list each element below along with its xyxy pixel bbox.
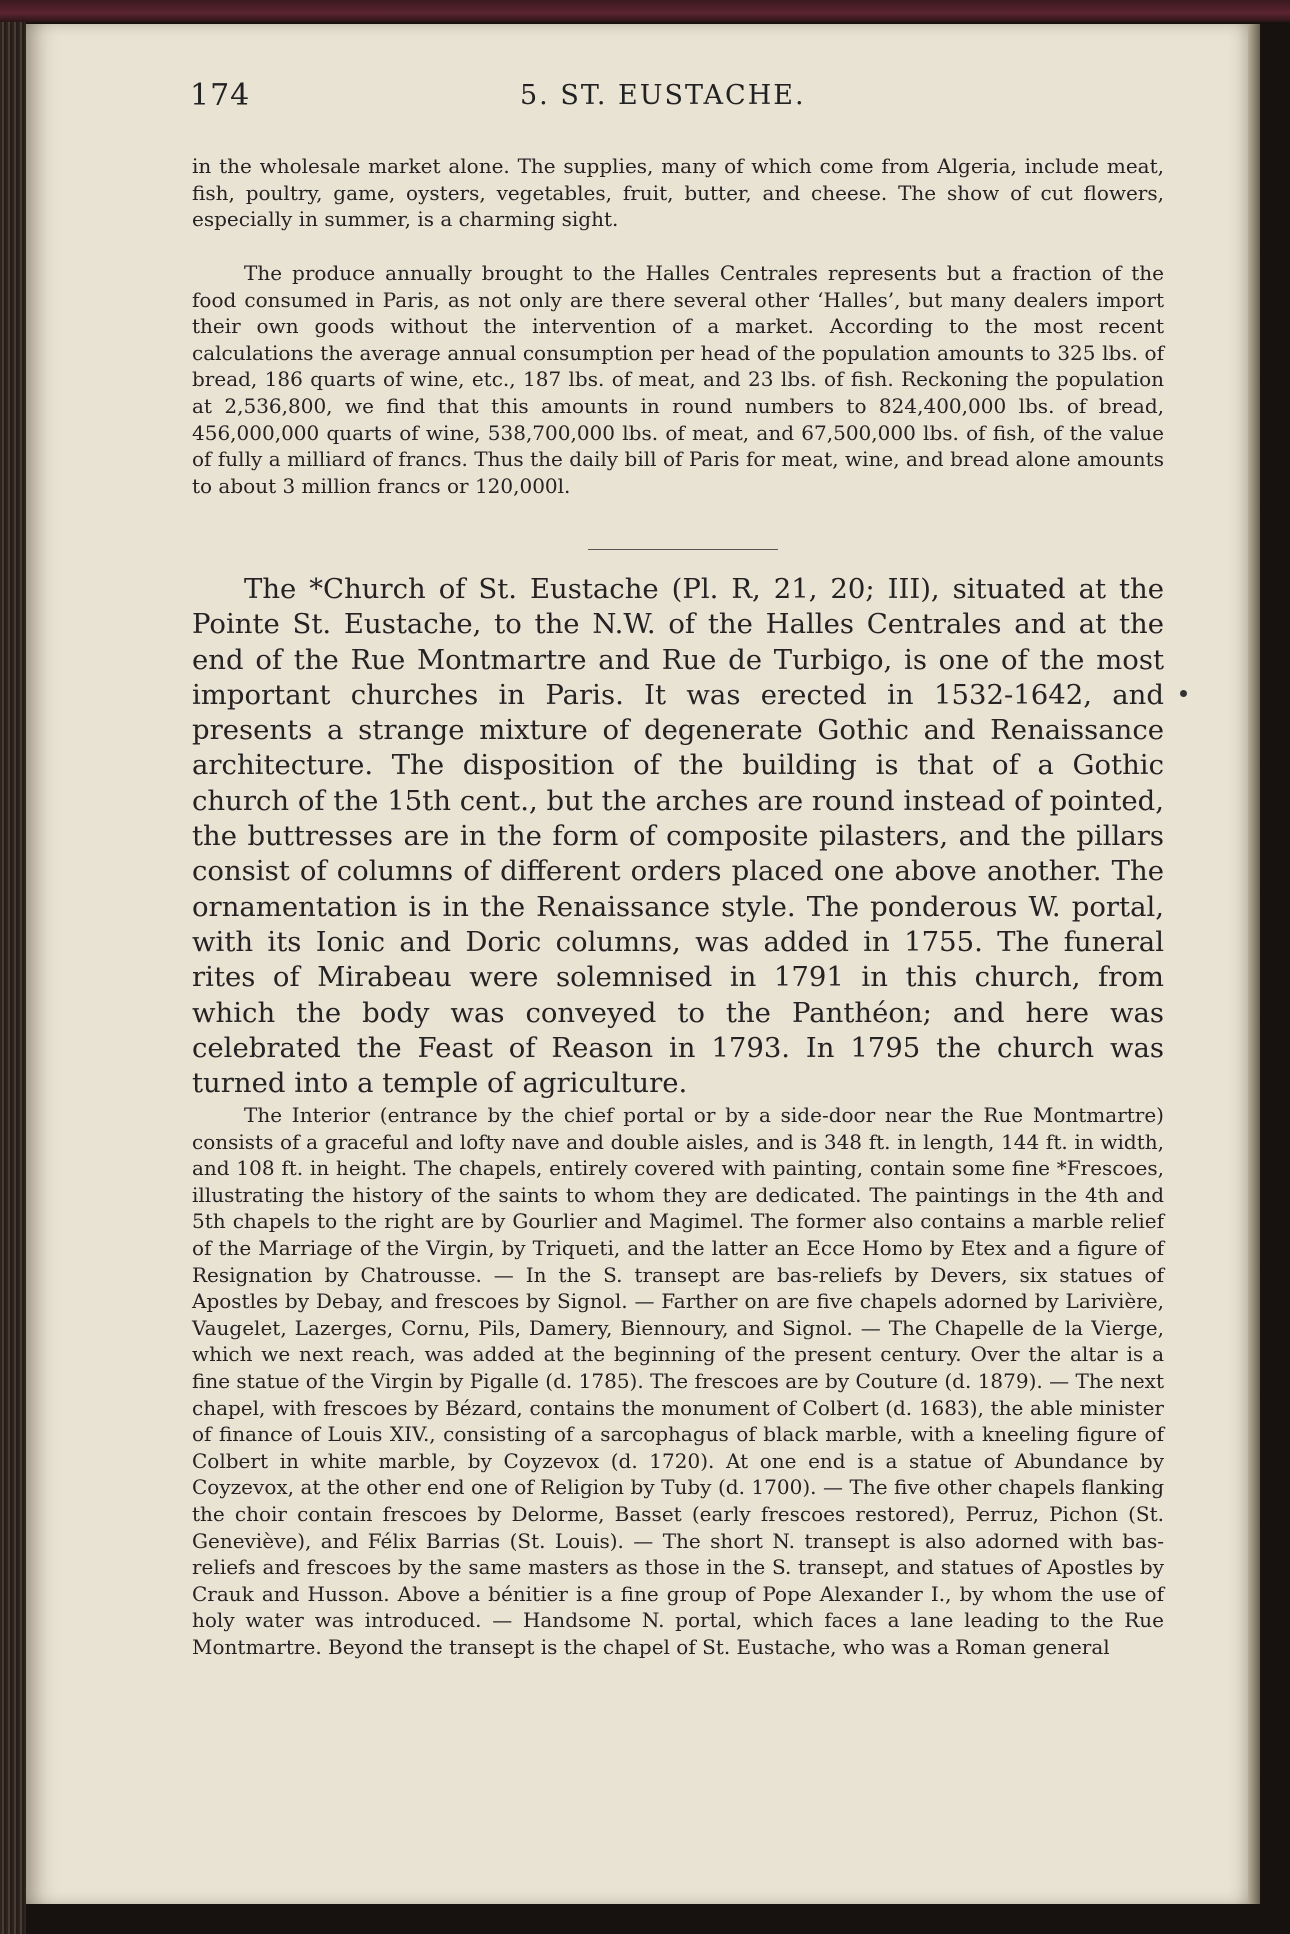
paragraph-interior: The Interior (entrance by the chief portal or by a side-door near the Rue Montmartre) consists of a graceful and lofty nave and double aisles, and is 348 ft. in length, 144 ft. in width, and 108 ft. in height. The chapels, entirely covered with painting, contain some fine *Frescoes, illustrating the history of the saints to whom they are dedicated. The paintings in the 4th and 5th chapels to the right are by Gourlier and Magimel. The former also contains a marble relief of the Marriage of the Virgin, by Triqueti, and the latter an Ecce Homo by Etex and a figure of Resignation by Chatrousse. — In the S. transept are bas-reliefs by Devers, six statues of Apostles by Debay, and frescoes by Signol. — Farther on are five chapels adorned by Larivière, Vaugelet, Lazerges, Cornu, Pils, Damery, Biennoury, and Signol. — The Chapelle de la Vierge, which we next reach, was added at the beginning of the present century. Over the altar is a fine statue of the Virgin by Pigalle (d. 1785). The frescoes are by Couture (d. 1879). — The next chapel, with frescoes by Bézard, contains the monument of Colbert (d. 1683), the able minister of finance of Louis XIV., consisting of a sarcophagus of black marble, with a kneeling figure of Colbert in white marble, by Coyzevox (d. 1720). At one end is a statue of Abundance by Coyzevox, at the other end one of Religion by Tuby (d. 1700). — The five other chapels flanking the choir contain frescoes by Delorme, Basset (early frescoes restored), Perruz, Pichon (St. Geneviève), and Félix Barrias (St. Louis). — The short N. transept is also adorned with bas-reliefs and frescoes by the same masters as those in the S. transept, and statues of Apostles by Crauk and Husson. Above a bénitier is a fine group of Pope Alexander I., by whom the use of holy water was introduced. — Handsome N. portal, which faces a lane leading to the Rue Montmartre. Beyond the transept is the chapel of St. Eustache, who was a Roman general <box>192 1103 1164 1659</box>
running-title: 5. ST. EUSTACHE. <box>520 80 806 111</box>
section-divider <box>588 549 778 550</box>
page-number: 174 <box>190 78 251 113</box>
margin-dot-mark <box>1180 690 1187 697</box>
paragraph-church-st-eustache: The *Church of St. Eustache (Pl. R, 21, 20; III), situated at the Pointe St. Eustache, to the N.W. of the Halles Centrales and at the end of the Rue Montmartre and Rue de Turbigo, is one of the most important churches in Paris. It was erected in 1532-1642, and presents a strange mixture of degenerate Gothic and Renaissance architecture. The disposition of the building is that of a Gothic church of the 15th cent., but the arches are round instead of pointed, the buttresses are in the form of composite pilasters, and the pillars consist of columns of different orders placed one above another. The ornamentation is in the Renaissance style. The ponderous W. portal, with its Ionic and Doric columns, was added in 1755. The funeral rites of Mirabeau were solemnised in 1791 in this church, from which the body was conveyed to the Panthéon; and here was celebrated the Feast of Reason in 1793. In 1795 the church was turned into a temple of agriculture. <box>192 573 1164 1100</box>
book-binding-edge <box>0 22 26 1934</box>
book-top-edge <box>0 0 1290 22</box>
paragraph-produce-consumption: The produce annually brought to the Halles Centrales represents but a fraction of the food consumed in Paris, as not only are there several other ‘Halles’, but many dealers import their own goods without the intervention of a market. According to the most recent calculations the average annual consumption per head of the population amounts to 325 lbs. of bread, 186 quarts of wine, etc., 187 lbs. of meat, and 23 lbs. of fish. Reckoning the population at 2,536,800, we find that this amounts in round numbers to 824,400,000 lbs. of bread, 456,000,000 quarts of wine, 538,700,000 lbs. of meat, and 67,500,000 lbs. of fish, of the value of fully a milliard of francs. Thus the daily bill of Paris for meat, wine, and bread alone amounts to about 3 million francs or 120,000l. <box>192 261 1164 498</box>
page-right-edge <box>1248 24 1260 1904</box>
page-header <box>190 78 1170 118</box>
paragraph-market-supplies: in the wholesale market alone. The supplies, many of which come from Algeria, include meat, fish, poultry, game, oysters, vegetables, fruit, butter, and cheese. The show of cut flowers, especially in summer, is a charming sight. <box>192 154 1164 232</box>
